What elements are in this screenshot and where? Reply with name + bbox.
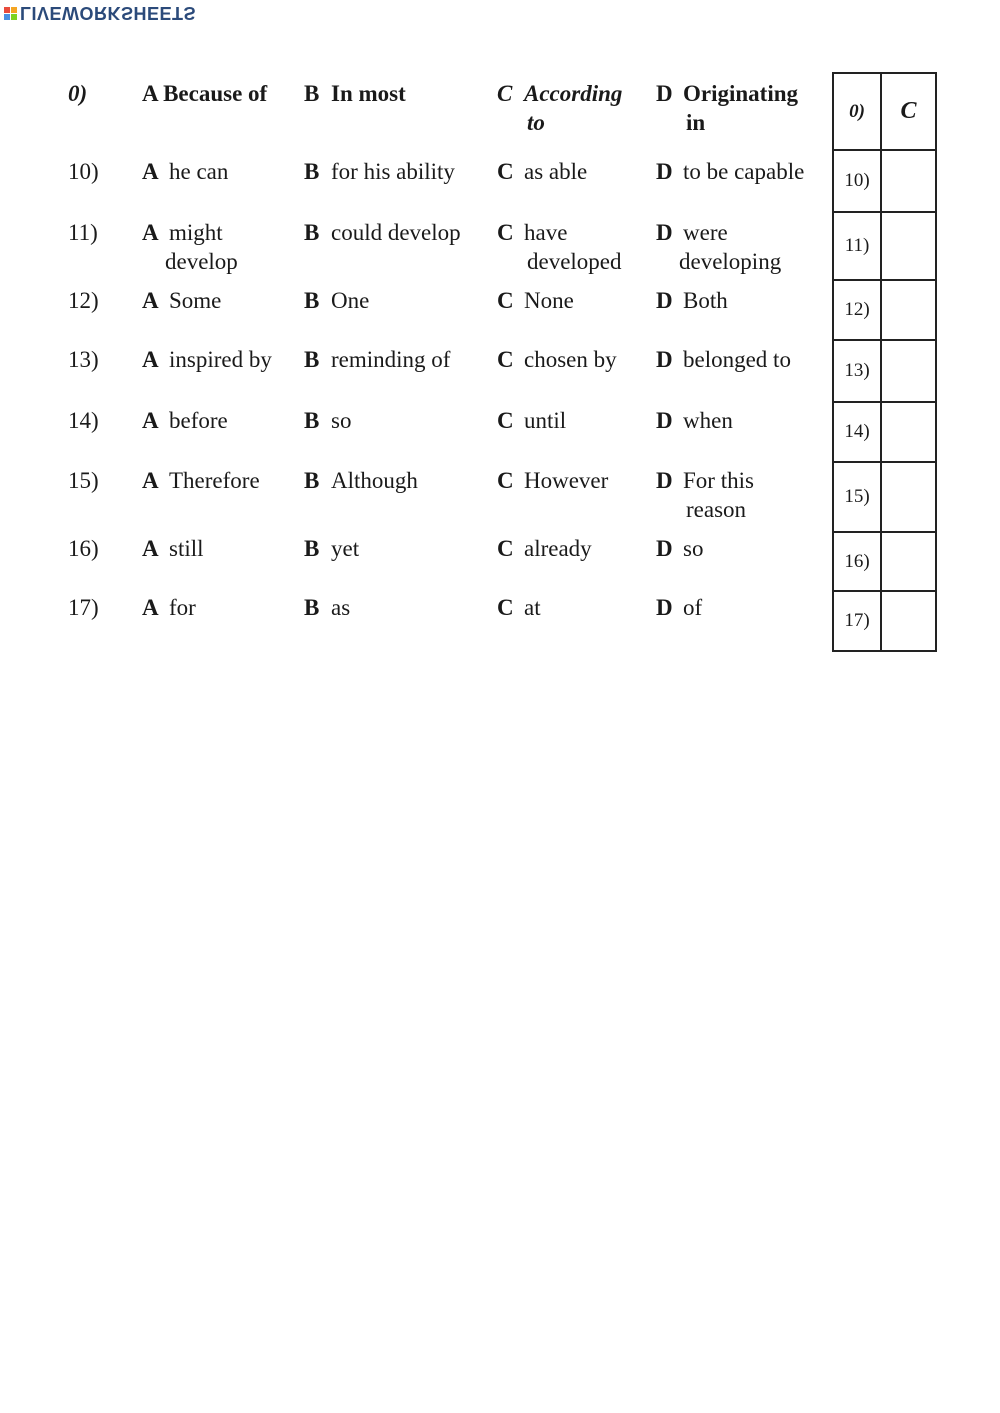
- answer-input-15[interactable]: [882, 462, 935, 532]
- answer-row-0: [832, 72, 937, 151]
- option-text-line2: developed: [527, 249, 622, 274]
- option-text: However: [524, 468, 609, 493]
- option-c: [497, 345, 652, 374]
- option-text: In most: [331, 81, 406, 106]
- answer-field-container: [882, 341, 935, 401]
- answer-field-container: [882, 403, 935, 461]
- option-letter: C: [497, 536, 514, 561]
- option-text-line2: developing: [679, 249, 782, 274]
- question-number: 17): [68, 595, 99, 620]
- option-text: According: [524, 81, 623, 106]
- answer-row-number: 13): [834, 341, 882, 401]
- answer-input-10[interactable]: [882, 150, 935, 212]
- option-letter: A: [142, 81, 158, 106]
- answer-field-container: [882, 213, 935, 279]
- option-text: Some: [169, 288, 222, 313]
- option-text: yet: [331, 536, 360, 561]
- option-text-line2: to: [527, 110, 545, 135]
- example-answer: C: [900, 98, 917, 124]
- answer-input-12[interactable]: [882, 280, 935, 340]
- question-number: 14): [68, 408, 99, 433]
- answer-row-13: [832, 341, 937, 403]
- option-letter: D: [656, 159, 673, 184]
- option-d: [656, 593, 826, 622]
- option-text: before: [169, 408, 228, 433]
- option-d: [656, 79, 826, 137]
- option-letter: A: [142, 288, 159, 313]
- option-c: [497, 218, 652, 276]
- answer-row-14: [832, 403, 937, 463]
- option-text: so: [683, 536, 704, 561]
- option-letter: C: [497, 595, 514, 620]
- option-text: for: [169, 595, 196, 620]
- option-b: [304, 466, 489, 495]
- option-a: [142, 157, 297, 186]
- option-text: Because of: [163, 81, 268, 106]
- option-letter: A: [142, 468, 159, 493]
- option-text: already: [524, 536, 592, 561]
- option-letter: B: [304, 536, 320, 561]
- option-a: [142, 345, 297, 374]
- answer-row-number: 17): [834, 592, 882, 650]
- answer-field-container: [882, 533, 935, 590]
- option-letter: A: [142, 408, 159, 433]
- option-text: Both: [683, 288, 728, 313]
- option-d: [656, 157, 826, 186]
- option-text: so: [331, 408, 352, 433]
- option-letter: C: [497, 220, 514, 245]
- answer-row-number: 0): [834, 74, 882, 149]
- option-letter: D: [656, 468, 673, 493]
- option-b: [304, 593, 489, 622]
- option-text: at: [524, 595, 541, 620]
- answer-field-container: [882, 281, 935, 339]
- option-text: could develop: [331, 220, 461, 245]
- option-text: For this: [683, 468, 754, 493]
- option-text: were: [683, 220, 728, 245]
- option-letter: B: [304, 81, 320, 106]
- option-text: reminding of: [331, 347, 451, 372]
- option-text: until: [524, 408, 567, 433]
- option-b: [304, 218, 489, 247]
- answer-row-number: 14): [834, 403, 882, 461]
- option-a: [142, 79, 297, 108]
- option-letter: C: [497, 347, 514, 372]
- question-number: 16): [68, 536, 99, 561]
- option-text: he can: [169, 159, 229, 184]
- answer-row-number: 10): [834, 151, 882, 211]
- option-letter: C: [497, 159, 514, 184]
- option-text: chosen by: [524, 347, 617, 372]
- answer-row-11: [832, 213, 937, 281]
- option-text: have: [524, 220, 568, 245]
- answer-row-number: 15): [834, 463, 882, 531]
- option-text: as able: [524, 159, 588, 184]
- answer-input-14[interactable]: [882, 402, 935, 462]
- option-letter: B: [304, 159, 320, 184]
- option-text: Although: [331, 468, 418, 493]
- option-b: [304, 534, 489, 563]
- answer-row-number: 16): [834, 533, 882, 590]
- option-b: [304, 157, 489, 186]
- option-letter: A: [142, 159, 159, 184]
- answer-row-number: 12): [834, 281, 882, 339]
- answer-input-17[interactable]: [882, 591, 935, 651]
- option-b: [304, 345, 489, 374]
- option-c: [497, 466, 652, 495]
- option-letter: D: [656, 81, 673, 106]
- option-text: None: [524, 288, 574, 313]
- answer-field-container: [882, 463, 935, 531]
- answer-row-16: [832, 533, 937, 592]
- option-c: [497, 593, 652, 622]
- option-d: [656, 406, 826, 435]
- option-letter: A: [142, 536, 159, 561]
- option-text: for his ability: [331, 159, 455, 184]
- option-letter: D: [656, 408, 673, 433]
- answer-row-number: 11): [834, 213, 882, 279]
- option-d: [656, 466, 826, 524]
- answer-row-17: [832, 592, 937, 652]
- question-number: 15): [68, 468, 99, 493]
- option-letter: C: [497, 81, 513, 106]
- option-a: [142, 406, 297, 435]
- option-text: to be capable: [683, 159, 805, 184]
- answer-row-15: [832, 463, 937, 533]
- option-text: belonged to: [683, 347, 791, 372]
- option-letter: B: [304, 595, 320, 620]
- option-letter: D: [656, 288, 673, 313]
- option-text: Originating: [683, 81, 799, 106]
- logo-squares-icon: [4, 7, 17, 20]
- option-a: [142, 534, 297, 563]
- option-text: inspired by: [169, 347, 272, 372]
- option-a: [142, 286, 297, 315]
- option-letter: B: [304, 288, 320, 313]
- option-text: still: [169, 536, 204, 561]
- liveworksheets-logo: [4, 2, 196, 24]
- answer-grid: [832, 72, 937, 652]
- option-c: [497, 79, 652, 137]
- option-text-line2: develop: [165, 249, 238, 274]
- option-letter: D: [656, 595, 673, 620]
- option-text: as: [331, 595, 351, 620]
- option-letter: B: [304, 468, 320, 493]
- option-b: [304, 406, 489, 435]
- option-text-line2: reason: [686, 497, 747, 522]
- option-a: [142, 593, 297, 622]
- option-text: might: [169, 220, 223, 245]
- option-d: [656, 286, 826, 315]
- option-letter: C: [497, 468, 514, 493]
- option-c: [497, 286, 652, 315]
- option-letter: C: [497, 288, 514, 313]
- option-a: [142, 218, 297, 276]
- option-text: of: [683, 595, 703, 620]
- question-number: 12): [68, 288, 99, 313]
- option-c: [497, 534, 652, 563]
- option-c: [497, 157, 652, 186]
- option-letter: A: [142, 347, 159, 372]
- question-number: 10): [68, 159, 99, 184]
- question-number: 13): [68, 347, 99, 372]
- option-letter: D: [656, 220, 673, 245]
- option-text-line2: in: [686, 110, 706, 135]
- question-number: 0): [68, 81, 88, 106]
- answer-input-13[interactable]: [882, 340, 935, 402]
- option-d: [656, 534, 826, 563]
- answer-row-10: [832, 151, 937, 213]
- option-c: [497, 406, 652, 435]
- option-a: [142, 466, 297, 495]
- option-d: [656, 218, 826, 276]
- answer-input-11[interactable]: [882, 212, 935, 280]
- answer-field-container: [882, 592, 935, 650]
- answer-row-12: [832, 281, 937, 341]
- option-text: One: [331, 288, 370, 313]
- option-d: [656, 345, 826, 374]
- option-letter: D: [656, 536, 673, 561]
- option-text: Therefore: [169, 468, 260, 493]
- option-letter: A: [142, 595, 159, 620]
- question-number: 11): [68, 220, 98, 245]
- logo-text: LIVEWORKSHEETS: [20, 3, 197, 23]
- answer-input-16[interactable]: [882, 532, 935, 591]
- option-b: [304, 286, 489, 315]
- option-letter: D: [656, 347, 673, 372]
- option-b: [304, 79, 489, 108]
- option-letter: B: [304, 220, 320, 245]
- option-text: when: [683, 408, 733, 433]
- option-letter: A: [142, 220, 159, 245]
- option-letter: B: [304, 408, 320, 433]
- option-letter: C: [497, 408, 514, 433]
- answer-field-container: [882, 151, 935, 211]
- option-letter: B: [304, 347, 320, 372]
